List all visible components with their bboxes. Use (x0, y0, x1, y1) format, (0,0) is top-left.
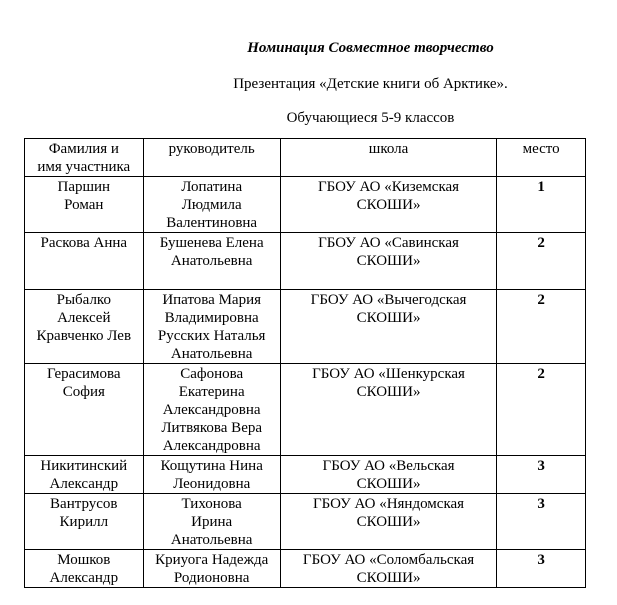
cell-line: Алексей (57, 310, 111, 326)
table-row (25, 364, 586, 456)
cell-line: Людмила (181, 197, 242, 213)
participant-cell (25, 494, 144, 550)
cell-line: ГБОУ АО «Савинская (318, 235, 459, 251)
cell-line: Бушенева Елена (159, 235, 264, 251)
cell-line: СКОШИ» (356, 514, 421, 530)
cell-line: Александр (49, 476, 119, 492)
table-body (25, 177, 586, 588)
cell-line: Литвякова Вера (161, 420, 263, 436)
cell-line: Лопатина (181, 179, 243, 195)
supervisor-cell (143, 456, 280, 494)
place-cell: 2 (497, 290, 586, 364)
participants-group: Обучающиеся 5-9 классов (286, 110, 455, 126)
cell-line: Кощутина Нина (160, 458, 263, 474)
participant-cell (25, 177, 144, 233)
place-cell: 3 (497, 550, 586, 588)
supervisor-cell (143, 177, 280, 233)
supervisor-cell (143, 290, 280, 364)
supervisor-cell (143, 494, 280, 550)
cell-line: Паршин (57, 179, 111, 195)
table-row (25, 290, 586, 364)
cell-line: имя участника (37, 159, 131, 175)
cell-line: Кирилл (59, 514, 109, 530)
participant-cell (25, 456, 144, 494)
cell-line: СКОШИ» (356, 310, 421, 326)
cell-line: Русских Наталья (157, 328, 266, 344)
school-cell (280, 290, 497, 364)
cell-line: Герасимова (47, 366, 121, 382)
header-place (497, 139, 586, 177)
table-row (25, 177, 586, 233)
cell-line: ГБОУ АО «Вычегодская (310, 292, 467, 308)
table-row (25, 233, 586, 290)
cell-line: Александровна (162, 438, 261, 454)
school-cell (280, 177, 497, 233)
nomination-title: Номинация Совместное творчество (247, 40, 494, 56)
cell-line: Александр (49, 570, 119, 586)
place-cell: 2 (497, 233, 586, 290)
school-cell (280, 364, 497, 456)
place-cell: 1 (497, 177, 586, 233)
cell-line: Раскова Анна (40, 235, 128, 251)
participant-cell (25, 364, 144, 456)
cell-line: Валентиновна (166, 215, 258, 231)
cell-line: место (522, 141, 560, 157)
cell-line: ГБОУ АО «Няндомская (312, 496, 465, 512)
cell-line: Кравченко Лев (36, 328, 132, 344)
supervisor-cell (143, 550, 280, 588)
cell-line: Александровна (162, 402, 261, 418)
place-cell: 2 (497, 364, 586, 456)
table-row (25, 456, 586, 494)
header-school (280, 139, 497, 177)
cell-line: Фамилия и (48, 141, 119, 157)
table-row (25, 494, 586, 550)
cell-line: Анатольевна (170, 253, 253, 269)
cell-line: руководитель (168, 141, 255, 157)
cell-line: ГБОУ АО «Киземская (317, 179, 460, 195)
table-row (25, 550, 586, 588)
cell-line: Роман (64, 197, 104, 213)
cell-line: Екатерина (178, 384, 245, 400)
header-supervisor (143, 139, 280, 177)
supervisor-cell (143, 233, 280, 290)
school-cell (280, 550, 497, 588)
place-cell: 3 (497, 456, 586, 494)
cell-line: София (62, 384, 105, 400)
cell-line: Никитинский (40, 458, 128, 474)
participant-cell (25, 290, 144, 364)
school-cell (280, 456, 497, 494)
cell-line: Криуога Надежда (155, 552, 269, 568)
cell-line: СКОШИ» (356, 253, 421, 269)
place-cell: 3 (497, 494, 586, 550)
cell-line: ГБОУ АО «Шенкурская (312, 366, 465, 382)
cell-line: Владимировна (164, 310, 259, 326)
cell-line: ГБОУ АО «Вельская (322, 458, 455, 474)
cell-line: СКОШИ» (356, 197, 421, 213)
presentation-title: Презентация «Детские книги об Арктике». (233, 76, 508, 92)
cell-line: Ирина (191, 514, 233, 530)
cell-line: Сафонова (180, 366, 244, 382)
cell-line: Тихонова (181, 496, 242, 512)
results-table (24, 138, 586, 588)
school-cell (280, 233, 497, 290)
school-cell (280, 494, 497, 550)
participant-cell (25, 550, 144, 588)
cell-line: Леонидовна (173, 476, 251, 492)
header-participant (25, 139, 144, 177)
cell-line: ГБОУ АО «Соломбальская (302, 552, 475, 568)
cell-line: СКОШИ» (356, 476, 421, 492)
cell-line: СКОШИ» (356, 384, 421, 400)
cell-line: Рыбалко (56, 292, 111, 308)
participant-cell (25, 233, 144, 290)
table-header-row (25, 139, 586, 177)
cell-line: Ипатова Мария (162, 292, 262, 308)
cell-line: Мошков (57, 552, 111, 568)
cell-line: Вантрусов (50, 496, 118, 512)
cell-line: СКОШИ» (356, 570, 421, 586)
cell-line: Анатольевна (170, 346, 253, 362)
cell-line: Анатольевна (170, 532, 253, 548)
supervisor-cell (143, 364, 280, 456)
cell-line: школа (368, 141, 409, 157)
cell-line: Родионовна (173, 570, 250, 586)
